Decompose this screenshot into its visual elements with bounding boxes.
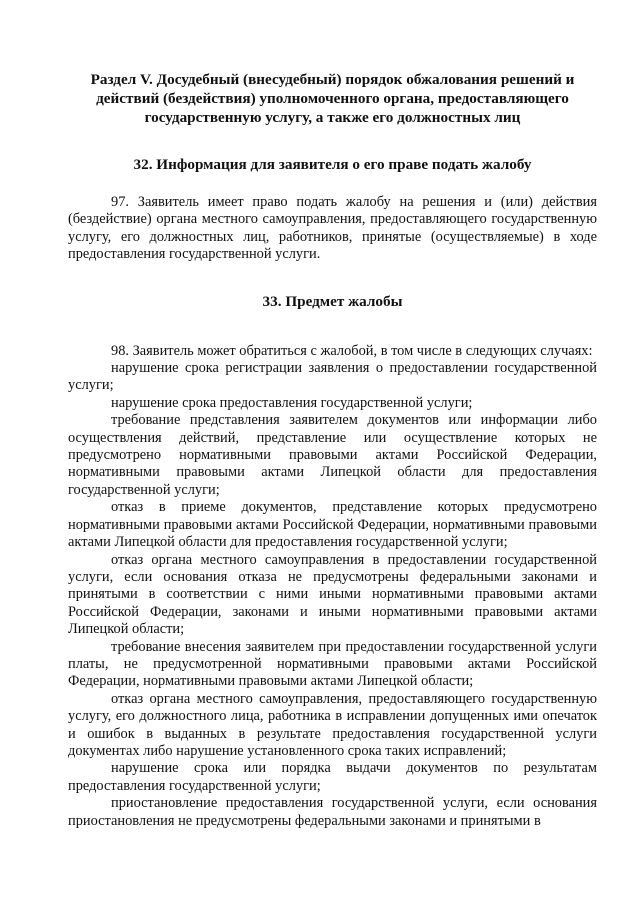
paragraph-98: 98. Заявитель может обратиться с жалобой, в том числе в следующих случаях: <box>111 342 593 359</box>
heading-33: 33. Предмет жалобы <box>262 292 403 310</box>
case-item: приостановление предоставления государственной услуги, если основания приостановления не предусмотрены федеральными законами и принятыми в <box>68 795 597 829</box>
case-item: требование представления заявителем документов или информации либо осуществления действий, представление или осуществление которых не предусмотрено нормативными правовыми актами Российской Федерации, нормативными правовыми актами Липецкой области для предоставления государственной услуги; <box>68 412 597 498</box>
case-item: нарушение срока или порядка выдачи документов по результатам предоставления государственной услуги; <box>68 760 597 794</box>
paragraph-97: 97. Заявитель имеет право подать жалобу на решения и (или) действия (бездействие) органа местного самоуправления, предоставляющего государственную услугу, его должностных лиц, работников, принятые (осуществляемые) в ходе предоставления государственной услуги. <box>68 194 597 263</box>
case-item: нарушение срока предоставления государственной услуги; <box>111 394 473 411</box>
case-item: нарушение срока регистрации заявления о предоставлении государственной услуги; <box>68 360 597 394</box>
case-item: требование внесения заявителем при предоставлении государственной услуги платы, не предусмотренной нормативными правовыми актами Российской Федерации, нормативными правовыми актами Липецкой области; <box>68 638 597 690</box>
case-item: отказ в приеме документов, представление которых предусмотрено нормативными правовыми актами Российской Федерации, нормативными правовыми актами Липецкой области для предоставления государственной услуги; <box>68 499 597 551</box>
case-item: отказ органа местного самоуправления, предоставляющего государственную услугу, его должностного лица, работника в исправлении допущенных ими опечаток и ошибок в выданных в результате предоставления государственной услуги документах либо нарушение установленного срока таких исправлений; <box>68 690 597 759</box>
section-title: Раздел V. Досудебный (внесудебный) порядок обжалования решений и действий (бездействия) уполномоченного органа, предоставляющего государственную услугу, а также его должностных лиц <box>90 71 575 126</box>
heading-32: 32. Информация для заявителя о его праве подать жалобу <box>133 156 532 173</box>
case-item: отказ органа местного самоуправления в предоставлении государственной услуги, если основания отказа не предусмотрены федеральными законами и принятыми в соответствии с ними иными нормативными правовыми актами Российской Федерации, законами и иными нормативными правовыми актами Липецкой области; <box>68 551 597 638</box>
